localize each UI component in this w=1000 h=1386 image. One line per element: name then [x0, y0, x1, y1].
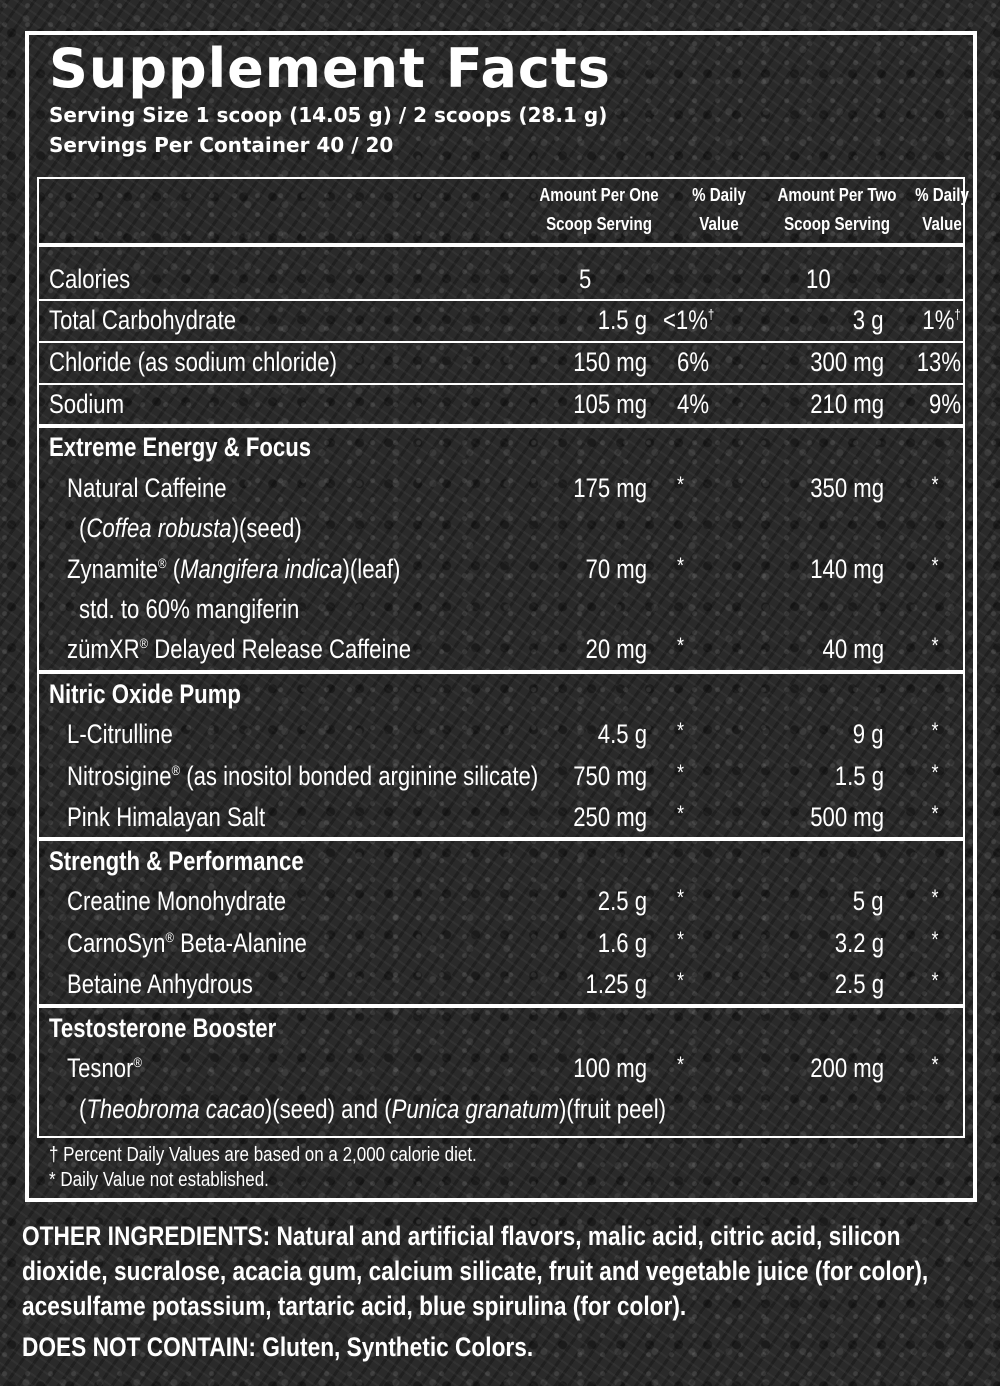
row-daily-value-one: * — [677, 633, 685, 658]
header-daily-value-one — [683, 181, 755, 239]
row-two-scoop: 3.2 g — [834, 928, 884, 958]
row-daily-value-two: * — [931, 718, 939, 743]
latin-name: Punica granatum — [391, 1094, 559, 1124]
row-two-scoop: 300 mg — [810, 347, 884, 377]
dagger-mark: † — [954, 306, 961, 322]
row-daily-value-two: * — [931, 885, 939, 910]
row-two-scoop: 3 g — [853, 305, 884, 335]
row-one-scoop: 100 mg — [573, 1053, 647, 1083]
row-two-scoop: 2.5 g — [834, 969, 884, 999]
row-one-scoop: 750 mg — [573, 761, 647, 791]
header-text: Scoop Serving — [546, 214, 652, 234]
row-daily-value-two: * — [931, 801, 939, 826]
row-one-scoop: 1.25 g — [585, 969, 647, 999]
row-name: Chloride (as sodium chloride) — [49, 347, 337, 377]
section-strength — [39, 841, 963, 881]
dv-text: 1% — [922, 305, 955, 335]
header-text: Amount Per Two — [777, 185, 897, 205]
registered-mark: ® — [133, 1054, 142, 1070]
row-name — [67, 629, 411, 669]
serving-size: Serving Size 1 scoop (14.05 g) / 2 scoops (28.1 g) — [49, 103, 608, 127]
row-two-scoop: 10 — [806, 264, 831, 294]
table-row-carnosyn — [39, 923, 963, 963]
brand-name: Zynamite — [67, 554, 159, 584]
latin-name: Coffea robusta — [86, 513, 232, 543]
table-row-himalayan-salt — [39, 797, 963, 837]
row-two-scoop: 140 mg — [810, 554, 884, 584]
footnote-daily-values: † Percent Daily Values are based on a 2,000 calorie diet. — [49, 1144, 477, 1166]
table-row-tesnor — [39, 1048, 963, 1088]
row-daily-value-two: 13% — [916, 347, 961, 377]
dagger-mark: † — [707, 306, 715, 322]
row-name: L-Citrulline — [67, 719, 173, 749]
registered-mark: ® — [165, 929, 174, 945]
brand-name: Tesnor — [67, 1053, 134, 1083]
section-nitric-oxide — [39, 674, 963, 714]
brand-name: zümXR — [67, 634, 140, 664]
row-name — [79, 508, 302, 548]
paren: ( — [172, 554, 181, 584]
row-one-scoop: 70 mg — [585, 554, 647, 584]
header-daily-value-two — [906, 181, 978, 239]
table-row-natural-caffeine — [39, 468, 963, 508]
registered-mark: ® — [158, 555, 167, 571]
row-daily-value-two: * — [931, 633, 939, 658]
row-two-scoop: 200 mg — [810, 1053, 884, 1083]
row-daily-value-one: * — [677, 553, 685, 578]
supplement-facts-panel — [25, 31, 977, 1202]
footnote-not-established: * Daily Value not established. — [49, 1169, 269, 1191]
row-one-scoop: 150 mg — [573, 347, 647, 377]
row-daily-value-two — [923, 300, 961, 340]
table-row-zynamite — [39, 549, 963, 589]
paren: ) — [342, 554, 350, 584]
section-title: Testosterone Booster — [49, 1013, 277, 1043]
row-name — [79, 1089, 666, 1129]
row-two-scoop: 1.5 g — [834, 761, 884, 791]
header-text: Value — [699, 214, 739, 234]
row-name: std. to 60% mangiferin — [79, 594, 300, 624]
ingredient-desc: Beta-Alanine — [173, 928, 307, 958]
brand-name: Nitrosigine — [67, 761, 172, 791]
row-daily-value-one: * — [677, 927, 685, 952]
row-daily-value-one: * — [677, 760, 685, 785]
row-two-scoop: 9 g — [853, 719, 884, 749]
row-daily-value-one — [663, 300, 714, 340]
row-daily-value-two: * — [931, 760, 939, 785]
row-two-scoop: 500 mg — [810, 802, 884, 832]
row-one-scoop: 2.5 g — [597, 886, 647, 916]
zynamite-standardization — [39, 589, 963, 629]
table-row-zumxr — [39, 629, 963, 669]
section-testosterone — [39, 1008, 963, 1048]
row-name: Calories — [49, 264, 131, 294]
row-daily-value-two: * — [931, 1052, 939, 1077]
table-row-nitrosigine — [39, 756, 963, 796]
plant-part: (leaf) — [349, 554, 401, 584]
row-daily-value-one: * — [677, 968, 685, 993]
table-row-carbohydrate — [39, 300, 963, 340]
header-divider — [39, 243, 963, 247]
paren: ) — [231, 513, 239, 543]
row-daily-value-two: 9% — [928, 389, 961, 419]
header-one-scoop — [532, 181, 666, 239]
row-daily-value-one: * — [677, 1052, 685, 1077]
header-text: % Daily — [915, 185, 969, 205]
row-daily-value-two: * — [931, 472, 939, 497]
paren: ) — [264, 1094, 273, 1124]
tesnor-source — [39, 1089, 963, 1129]
row-daily-value-one: * — [677, 801, 685, 826]
row-one-scoop: 20 mg — [585, 634, 647, 664]
row-one-scoop: 1.6 g — [597, 928, 647, 958]
row-name — [67, 1048, 142, 1088]
row-daily-value-one: 6% — [677, 347, 710, 377]
table-row-creatine — [39, 881, 963, 921]
row-two-scoop: 350 mg — [810, 473, 884, 503]
row-one-scoop: 5 — [579, 264, 592, 294]
other-ingredients: OTHER INGREDIENTS: Natural and artificial flavors, malic acid, citric acid, silicon dioxide, sucralose, acacia gum, calcium silicate, fruit and vegetable juice (for color), acesulfame potassium, tartaric acid, blue spirulina (for color). — [22, 1221, 929, 1321]
section-energy-focus — [39, 427, 963, 467]
servings-per-container: Servings Per Container 40 / 20 — [49, 133, 394, 157]
table-row-calories — [39, 259, 963, 299]
table-row-betaine — [39, 964, 963, 1004]
dv-text: <1% — [663, 305, 708, 335]
header-text: Scoop Serving — [784, 214, 890, 234]
row-name: Betaine Anhydrous — [67, 969, 253, 999]
row-daily-value-two: * — [931, 927, 939, 952]
row-daily-value-two: * — [931, 968, 939, 993]
plant-part: (fruit peel) — [566, 1094, 667, 1124]
section-title: Extreme Energy & Focus — [49, 432, 312, 462]
row-name: Total Carbohydrate — [49, 305, 237, 335]
row-name: Natural Caffeine — [67, 473, 227, 503]
latin-name: Theobroma cacao — [86, 1094, 265, 1124]
nutrient-table — [37, 177, 969, 1138]
row-two-scoop: 40 mg — [822, 634, 884, 664]
row-two-scoop: 210 mg — [810, 389, 884, 419]
paren: ( — [79, 1094, 87, 1124]
header-two-scoop — [757, 181, 917, 239]
header-text: % Daily — [692, 185, 746, 205]
section-title: Nitric Oxide Pump — [49, 679, 241, 709]
ingredient-desc: (as inositol bonded arginine silicate) — [180, 761, 539, 791]
row-daily-value-one: 4% — [677, 389, 710, 419]
table-row-citrulline — [39, 714, 963, 754]
row-one-scoop: 1.5 g — [597, 305, 647, 335]
plant-part: (seed) and ( — [272, 1094, 392, 1124]
registered-mark: ® — [171, 762, 181, 778]
row-two-scoop: 5 g — [853, 886, 884, 916]
row-daily-value-one: * — [677, 718, 685, 743]
table-row-sodium — [39, 384, 963, 424]
row-one-scoop: 250 mg — [573, 802, 647, 832]
row-one-scoop: 105 mg — [573, 389, 647, 419]
row-daily-value-one: * — [677, 885, 685, 910]
header-text: Value — [922, 214, 962, 234]
caffeine-source — [39, 508, 963, 548]
brand-name: CarnoSyn — [67, 928, 166, 958]
row-one-scoop: 175 mg — [573, 473, 647, 503]
row-name: Creatine Monohydrate — [67, 886, 287, 916]
row-name: Sodium — [49, 389, 125, 419]
row-name — [67, 549, 400, 589]
paren: ( — [79, 513, 87, 543]
paren: ) — [558, 1094, 567, 1124]
row-daily-value-one: * — [677, 472, 685, 497]
latin-name: Mangifera indica — [180, 554, 343, 584]
header-text: Amount Per One — [539, 185, 659, 205]
row-one-scoop: 4.5 g — [597, 719, 647, 749]
section-title: Strength & Performance — [49, 846, 304, 876]
row-name — [67, 756, 538, 796]
registered-mark: ® — [139, 635, 149, 651]
ingredient-desc: Delayed Release Caffeine — [148, 634, 412, 664]
plant-part: (seed) — [238, 513, 302, 543]
row-name — [67, 923, 307, 963]
row-daily-value-two: * — [931, 553, 939, 578]
does-not-contain: DOES NOT CONTAIN: Gluten, Synthetic Colors. — [22, 1332, 534, 1362]
table-row-chloride — [39, 342, 963, 382]
panel-title: Supplement Facts — [49, 37, 611, 100]
row-name: Pink Himalayan Salt — [67, 802, 266, 832]
